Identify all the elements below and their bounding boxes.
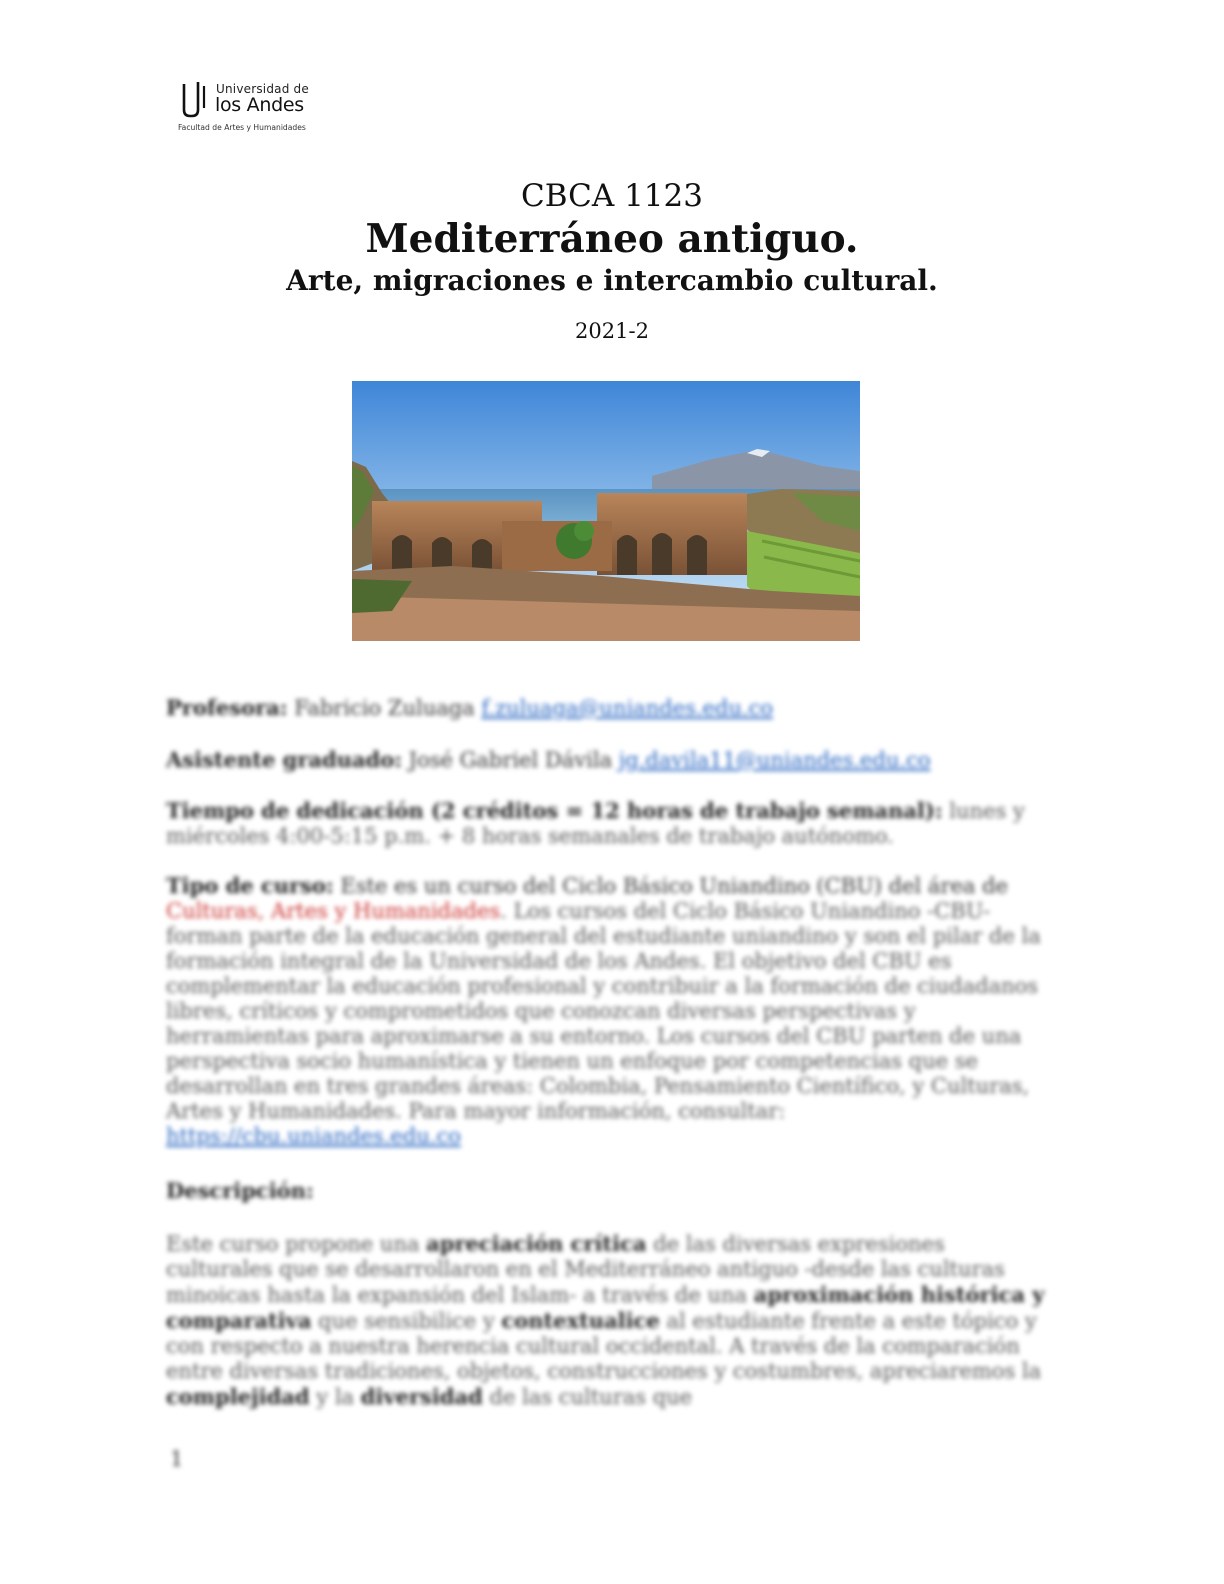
desc-part-a: Este curso propone una [166,1232,420,1256]
professor-label: Profesora: [166,695,288,720]
desc-part-g: al estudiante frente a este tópico y con respecto a nuestra herencia cultural occidental. A través de la comparación entre diversas tradiciones, objetos, construcciones y costumbres, apreciaremos la [166,1309,1042,1383]
course-type-text-1: Este es un curso del Ciclo Básico Uniandino (CBU) del área de [340,874,1008,898]
course-type-text-2: . Los cursos del Ciclo Básico Uniandino -CBU- forman parte de la educación general del estudiante uniandino y son el pilar de la formación integral de la Universidad de los Andes. El objetivo del CBU es complementar la educación profesional y contribuir a la formación de ciudadanos libres, críticos y comprometidos que conozcan diversas perspectivas y herramientas para aproximarse a su entorno. Los cursos del CBU parten de una perspectiva socio humanística y tienen un enfoque por competencias que se desarrollan en tres grandes áreas: Colombia, Pensamiento Científico, y Culturas, Artes y Humanidades. Para mayor información, consultar: [166,899,1041,1123]
desc-part-b: apreciación crítica [426,1231,647,1256]
hero-image-greek-theatre [352,381,860,641]
professor-name: Fabricio Zuluaga [294,696,475,720]
assistant-line [166,747,1048,773]
professor-email-link[interactable]: f.zuluaga@uniandes.edu.co [481,696,774,720]
time-paragraph [166,798,1048,849]
course-title: Mediterráneo antiguo. [365,216,859,262]
course-type-area: Culturas, Artes y Humanidades [166,899,501,923]
desc-part-i: y la [316,1385,355,1409]
course-type-paragraph [166,873,1048,1149]
page-number: 1 [170,1447,184,1471]
desc-part-h: complejidad [166,1384,310,1409]
description-paragraph [166,1231,1048,1411]
description-label: Descripción: [166,1178,314,1203]
time-label: Tiempo de dedicación (2 créditos = 12 horas de trabajo semanal): [166,798,943,823]
desc-part-f: contextualice [501,1308,660,1333]
logo-line-2: los Andes [215,94,304,116]
course-period: 2021-2 [575,319,649,343]
assistant-name: José Gabriel Dávila [408,748,613,772]
desc-part-j: diversidad [360,1384,483,1409]
logo-line-1: Universidad de [216,82,309,96]
course-code: CBCA 1123 [521,178,703,214]
course-type-link[interactable]: https://cbu.uniandes.edu.co [166,1124,461,1148]
university-logo [178,80,318,135]
desc-part-e: que sensibilice y [318,1309,495,1333]
logo-faculty: Facultad de Artes y Humanidades [178,123,306,132]
description-heading [166,1178,1048,1204]
assistant-email-link[interactable]: jg.davila11@uniandes.edu.co [618,748,931,772]
desc-part-k: de las culturas que [489,1385,693,1409]
time-text: lunes y miércoles 4:00-5:15 p.m. + 8 horas semanales de trabajo autónomo. [166,799,1025,848]
course-type-label: Tipo de curso: [166,873,334,898]
professor-line [166,695,1048,721]
desc-part-d: aproximación histórica y comparativa [166,1282,1045,1333]
desc-part-c: de las diversas expresiones culturales que se desarrollaron en el Mediterráneo antiguo -desde las culturas minoicas hasta la expansión del Islam- a través de una [166,1232,1005,1307]
course-subtitle: Arte, migraciones e intercambio cultural. [286,264,938,297]
university-crest-icon [178,80,212,120]
assistant-label: Asistente graduado: [166,747,402,772]
